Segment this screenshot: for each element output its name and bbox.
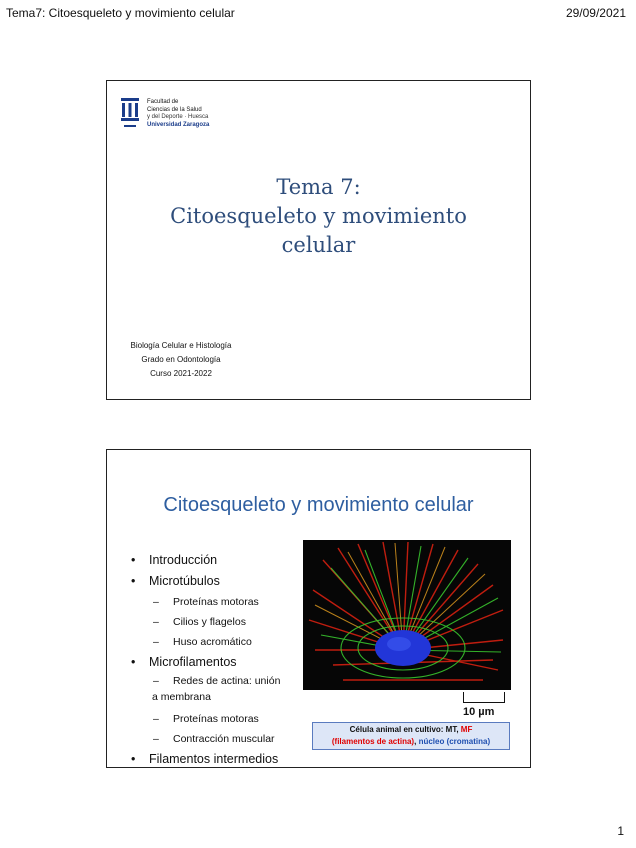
image-caption <box>312 722 510 750</box>
title-line-1: Tema 7: <box>276 175 361 199</box>
course-year: Curso 2021-2022 <box>150 369 212 378</box>
sub-bullet-redes-actina: – Redes de actina: unión <box>125 673 325 689</box>
caption-part-mf: MF <box>460 725 473 734</box>
sub-bullet-cilios-flagelos: – Cilios y flagelos <box>125 612 325 632</box>
logo-line-1: Facultad de <box>147 99 179 105</box>
slide-2-title: Citoesqueleto y movimiento celular <box>163 494 474 516</box>
page-number: 1 <box>617 824 624 838</box>
document-header-date: 29/09/2021 <box>565 6 626 20</box>
caption-part-sep: , <box>414 737 419 746</box>
caption-part-nucleus: núcleo (cromatina) <box>418 737 491 746</box>
bullet-microtubulos: • Microtúbulos <box>125 571 325 592</box>
caption-part-actin: (filamentos de actina) <box>331 737 415 746</box>
logo-line-2: Ciencias de la Salud <box>147 106 202 113</box>
sub-bullet-contraccion-muscular: – Contracción muscular <box>125 729 325 749</box>
slide-1 <box>106 80 531 400</box>
university-logo <box>119 97 209 131</box>
bullet-microfilamentos: • Microfilamentos <box>125 652 325 673</box>
title-line-3: celular <box>281 233 356 257</box>
slide-2 <box>106 449 531 768</box>
bullet-introduccion: • Introducción <box>125 550 325 571</box>
sub-bullet-redes-actina-cont: a membrana <box>152 691 211 703</box>
university-crest-icon <box>119 97 141 131</box>
scale-bar <box>463 692 505 703</box>
logo-line-4: Universidad Zaragoza <box>147 121 210 128</box>
course-degree: Grado en Odontología <box>141 355 221 364</box>
document-header-title: Tema7: Citoesqueleto y movimiento celular <box>6 6 235 20</box>
bullet-filamentos-intermedios: • Filamentos intermedios <box>125 749 325 768</box>
caption-part-cell: Célula animal en cultivo: MT, <box>349 725 461 734</box>
course-info <box>127 339 235 381</box>
course-subject: Biología Celular e Histología <box>130 341 232 350</box>
topic-list <box>125 550 325 768</box>
slide-1-title <box>107 173 530 260</box>
cell-micrograph <box>303 540 511 690</box>
logo-line-3: y del Deporte · Huesca <box>147 114 209 120</box>
sub-bullet-proteinas-motoras-mf: – Proteínas motoras <box>125 709 325 729</box>
scale-bar-label: 10 µm <box>463 706 495 718</box>
sub-bullet-huso-acromatico: – Huso acromático <box>125 632 325 652</box>
sub-bullet-proteinas-motoras-mt: – Proteínas motoras <box>125 592 325 612</box>
title-line-2: Citoesqueleto y movimiento <box>170 204 467 228</box>
